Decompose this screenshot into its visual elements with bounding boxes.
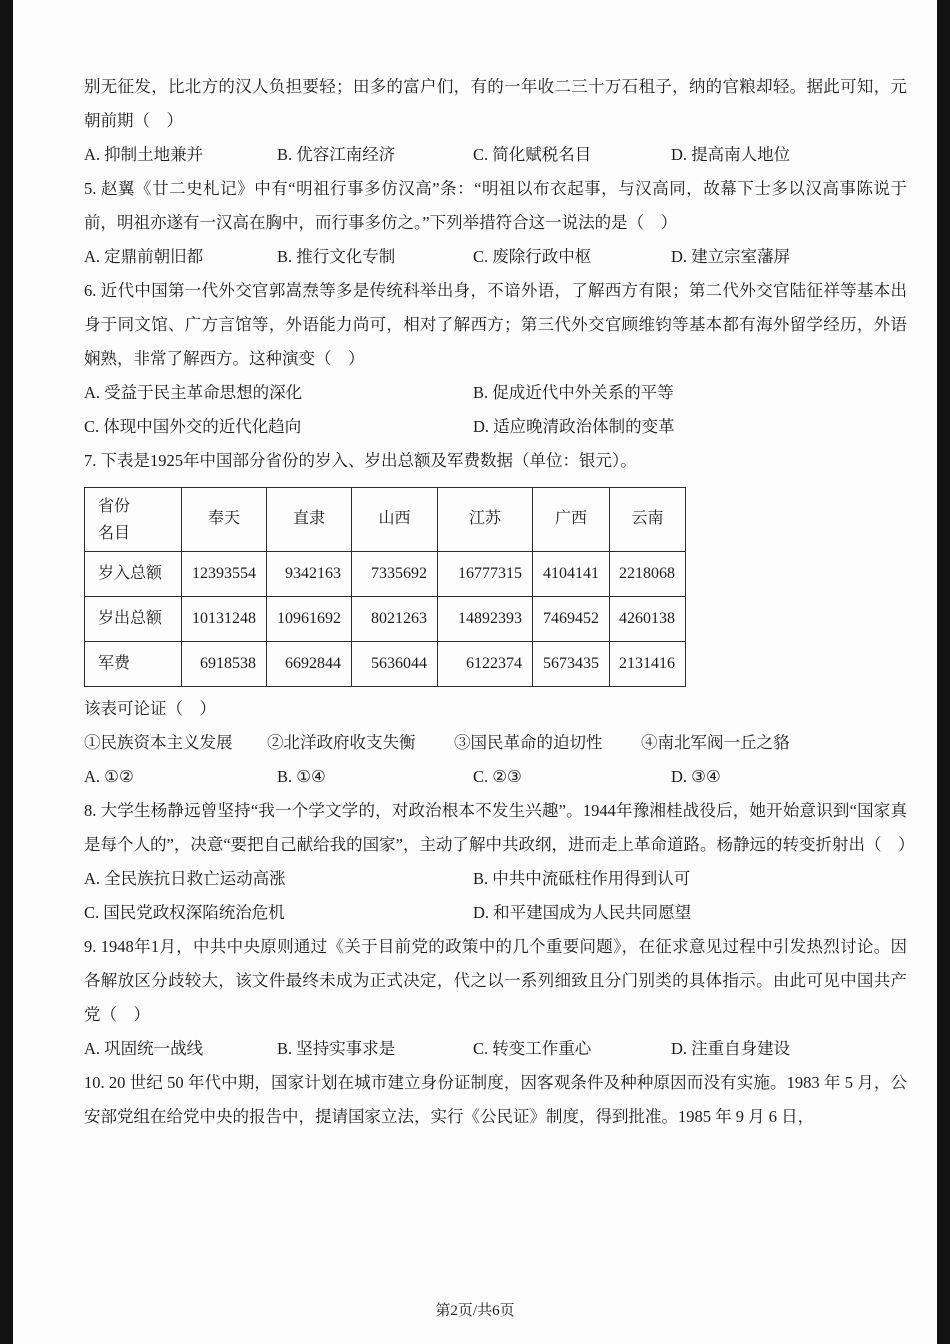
corner-label-bottom: 名目: [98, 524, 131, 542]
question-7-intro-text: 7. 下表是1925年中国部分省份的岁入、岁出总额及军费数据（单位：银元）。: [84, 451, 637, 470]
column-header-yunnan: 云南: [610, 488, 686, 552]
option-b: B. 促成近代中外关系的平等: [473, 383, 674, 402]
page-number-footer: 第2页/共6页: [435, 1303, 515, 1319]
table-cell: 10131248: [182, 597, 267, 642]
table-row-revenue: [85, 552, 686, 597]
question-10-text: 10. 20 世纪 50 年代中期，国家计划在城市建立身份证制度，因客观条件及种种原因而没有实施。1983 年 5 月，公安部党组在给党中央的报告中，提请国家立法，实行《公民证》制度，得到批准。1985 年 9 月 6 日，: [84, 1073, 907, 1126]
option-d: D. 提高南人地位: [671, 145, 791, 164]
question-9-options: [84, 1032, 907, 1066]
column-header-jiangsu: 江苏: [438, 488, 533, 552]
column-header-shanxi: 山西: [352, 488, 438, 552]
question-8-text: 8. 大学生杨静远曾坚持“我一个学文学的，对政治根本不发生兴趣”。1944年豫湘桂战役后，她开始意识到“国家真是每个人的”，决意“要把自己献给我的国家”，主动了解中共政纲，进而走上革命道路。杨静远的转变折射出（ ）: [84, 801, 915, 854]
question-8-options-row-2: [84, 896, 907, 930]
option-a: A. ①②: [84, 767, 134, 786]
table-cell: 10961692: [267, 597, 352, 642]
question-7-options: [84, 760, 907, 794]
table-corner-cell: [85, 488, 182, 552]
option-c: C. 国民党政权深陷统治危机: [84, 903, 285, 922]
statement-2: ②北洋政府收支失衡: [267, 733, 416, 752]
question-9-text: 9. 1948年1月，中共中央原则通过《关于目前党的政策中的几个重要问题》，在征求意见过程中引发热烈讨论。因各解放区分歧较大，该文件最终未成为正式决定，代之以一系列细致且分门别类的具体指示。由此可见中国共产党（ ）: [84, 937, 907, 1024]
column-header-fengtian: 奉天: [182, 488, 267, 552]
question-6-options-row-2: [84, 410, 907, 444]
option-d: D. 和平建国成为人民共同愿望: [473, 903, 692, 922]
option-a: A. 抑制土地兼并: [84, 145, 204, 164]
question-4-continuation-text: 别无征发，比北方的汉人负担要轻；田多的富户们，有的一年收二三十万石租子，纳的官粮却轻。据此可知，元朝前期（ ）: [84, 77, 907, 130]
option-a: A. 巩固统一战线: [84, 1039, 204, 1058]
option-c: C. 简化赋税名目: [473, 145, 592, 164]
table-cell: 4104141: [533, 552, 610, 597]
table-cell: 4260138: [610, 597, 686, 642]
row-label: 岁入总额: [85, 552, 182, 597]
option-c: C. 体现中国外交的近代化趋向: [84, 417, 302, 436]
row-label: 岁出总额: [85, 597, 182, 642]
table-cell: 6918538: [182, 642, 267, 687]
corner-label-top: 省份: [98, 497, 131, 515]
option-a: A. 全民族抗日救亡运动高涨: [84, 869, 286, 888]
option-c: C. 废除行政中枢: [473, 247, 592, 266]
question-4-options: [84, 138, 907, 172]
table-cell: 2218068: [610, 552, 686, 597]
table-cell: 16777315: [438, 552, 533, 597]
provincial-finance-table: [84, 487, 686, 687]
table-cell: 12393554: [182, 552, 267, 597]
question-7-statements: [84, 726, 907, 760]
question-7-prompt-text: 该表可论证（ ）: [84, 699, 216, 718]
table-cell: 2131416: [610, 642, 686, 687]
row-label: 军费: [85, 642, 182, 687]
table-cell: 9342163: [267, 552, 352, 597]
option-b: B. ①④: [277, 767, 326, 786]
question-5-text: 5. 赵翼《廿二史札记》中有“明祖行事多仿汉高”条：“明祖以布衣起事，与汉高同，故幕下士多以汉高事陈说于前，明祖亦遂有一汉高在胸中，而行事多仿之。”下列举措符合这一说法的是（ ）: [84, 179, 907, 232]
option-b: B. 中共中流砥柱作用得到认可: [473, 869, 691, 888]
option-d: D. 建立宗室藩屏: [671, 247, 791, 266]
table-cell: 6122374: [438, 642, 533, 687]
table-cell: 5673435: [533, 642, 610, 687]
option-b: B. 推行文化专制: [277, 247, 396, 266]
option-a: A. 定鼎前朝旧都: [84, 247, 204, 266]
statement-4: ④南北军阀一丘之貉: [641, 733, 790, 752]
question-6-text: 6. 近代中国第一代外交官郭嵩焘等多是传统科举出身，不谙外语，了解西方有限；第二代外交官陆征祥等基本出身于同文馆、广方言馆等，外语能力尚可，相对了解西方；第三代外交官顾维钧等基本都有海外留学经历，外语娴熟，非常了解西方。这种演变（ ）: [84, 281, 907, 368]
question-6-options-row-1: [84, 376, 907, 410]
table-cell: 7469452: [533, 597, 610, 642]
statement-1: ①民族资本主义发展: [84, 733, 233, 752]
table-row-expenditure: [85, 597, 686, 642]
exam-paper-page: [13, 0, 937, 1344]
statement-3: ③国民革命的迫切性: [454, 733, 603, 752]
option-d: D. 注重自身建设: [671, 1039, 791, 1058]
table-header-row: [85, 488, 686, 552]
table-cell: 14892393: [438, 597, 533, 642]
option-b: B. 优容江南经济: [277, 145, 396, 164]
option-c: C. 转变工作重心: [473, 1039, 592, 1058]
column-header-guangxi: 广西: [533, 488, 610, 552]
option-a: A. 受益于民主革命思想的深化: [84, 383, 303, 402]
question-8-options-row-1: [84, 862, 907, 896]
table-cell: 7335692: [352, 552, 438, 597]
column-header-zhili: 直隶: [267, 488, 352, 552]
table-cell: 5636044: [352, 642, 438, 687]
option-d: D. 适应晚清政治体制的变革: [473, 417, 675, 436]
option-c: C. ②③: [473, 767, 522, 786]
table-cell: 6692844: [267, 642, 352, 687]
page-content: [13, 0, 937, 1134]
option-b: B. 坚持实事求是: [277, 1039, 396, 1058]
option-d: D. ③④: [671, 767, 721, 786]
table-cell: 8021263: [352, 597, 438, 642]
question-5-options: [84, 240, 907, 274]
table-row-military: [85, 642, 686, 687]
